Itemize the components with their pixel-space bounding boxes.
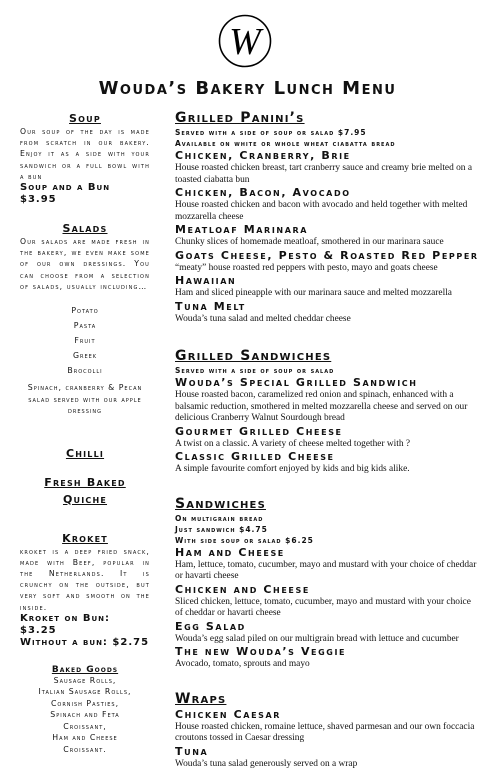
baked-item: Cornish Pasties, xyxy=(20,698,150,710)
section-subheading: On multigrain bread xyxy=(175,513,480,524)
soup-description: Our soup of the day is made from scratch in our bakery. Enjoy it as a side with your sandwich or a full bowl with a bun xyxy=(20,126,150,182)
salad-item: Pasta xyxy=(20,318,150,333)
chilli-heading: Chilli xyxy=(20,447,150,460)
section-grilled-sandwiches xyxy=(175,348,480,476)
section-wraps xyxy=(175,691,480,770)
menu-item-description: A twist on a classic. A variety of cheese melted together with ? xyxy=(175,439,480,451)
baked-goods-block xyxy=(20,665,150,756)
salads-heading: Salads xyxy=(20,222,150,235)
menu-item-description: Wouda’s tuna salad generously served on a wrap xyxy=(175,759,480,770)
salad-item: Fruit xyxy=(20,333,150,348)
salad-item: Greek xyxy=(20,348,150,363)
menu-item-description: Chunky slices of homemade meatloaf, smothered in our marinara sauce xyxy=(175,237,480,249)
menu-item-description: Ham and sliced pineapple with our marinara sauce and melted mozzarella xyxy=(175,288,480,300)
menu-item-description: Ham, lettuce, tomato, cucumber, mayo and mustard with your choice of cheddar or havarti cheese xyxy=(175,560,480,583)
menu-item-name: Ham and Cheese xyxy=(175,546,480,560)
salads-block xyxy=(20,222,150,417)
section-subheading: Served with a side of soup or salad $7.95 xyxy=(175,127,480,138)
baked-item: Croissant, xyxy=(20,721,150,733)
section-subheading: With side soup or salad $6.25 xyxy=(175,535,480,546)
section-heading: Wraps xyxy=(175,691,480,708)
menu-title: Wouda’s Bakery Lunch Menu xyxy=(0,78,495,99)
menu-item-description: Wouda’s egg salad piled on our multigrain bread with lettuce and cucumber xyxy=(175,634,480,646)
kroket-without-bun-price: Without a bun: $2.75 xyxy=(20,637,150,649)
section-subheading: Just sandwich $4.75 xyxy=(175,524,480,535)
section-subheading: Served with a side of soup or salad xyxy=(175,365,480,376)
soup-block xyxy=(20,112,150,206)
section-heading: Grilled Panini’s xyxy=(175,110,480,127)
menu-item-name: Meatloaf Marinara xyxy=(175,223,480,237)
left-column xyxy=(20,112,150,755)
soup-price-label: Soup and a Bun xyxy=(20,182,150,194)
menu-item-description: House roasted chicken, romaine lettuce, shaved parmesan and our own foccacia croutons tossed in Caesar dressing xyxy=(175,722,480,745)
menu-item-description: House roasted bacon, caramelized red onion and spinach, enhanced with a balsamic reduction, smothered in melted mozzarella cheese and served on our delicious Cranberry Walnut Sourdough bread xyxy=(175,390,480,425)
salad-item: Brocolli xyxy=(20,363,150,378)
logo-letter: W xyxy=(229,21,264,63)
baked-item: Italian Sausage Rolls, xyxy=(20,686,150,698)
menu-item-name: Gourmet Grilled Cheese xyxy=(175,425,480,439)
baked-item: Sausage Rolls, xyxy=(20,675,150,687)
menu-item-description: House roasted chicken breast, tart cranberry sauce and creamy brie melted on a toasted ciabatta bun xyxy=(175,163,480,186)
menu-item-name: The new Wouda’s Veggie xyxy=(175,645,480,659)
section-subheading: Available on white or whole wheat ciabatta bread xyxy=(175,138,480,149)
kroket-on-bun-price: Kroket on Bun: $3.25 xyxy=(20,613,150,637)
menu-item-name: Chicken, Bacon, Avocado xyxy=(175,186,480,200)
menu-item-description: Sliced chicken, lettuce, tomato, cucumber, mayo and mustard with your choice of cheddar or havarti cheese xyxy=(175,597,480,620)
kroket-heading: Kroket xyxy=(20,532,150,545)
menu-item-description: A simple favourite comfort enjoyed by kids and big kids alike. xyxy=(175,464,480,476)
menu-item-description: “meaty” house roasted red peppers with pesto, mayo and goats cheese xyxy=(175,263,480,275)
salads-list xyxy=(20,303,150,378)
menu-item-description: House roasted chicken and bacon with avocado and held together with melted mozzarella cheese xyxy=(175,200,480,223)
kroket-block xyxy=(20,532,150,649)
menu-item-name: Wouda’s Special Grilled Sandwich xyxy=(175,376,480,390)
section-heading: Grilled Sandwiches xyxy=(175,348,480,365)
baked-item: Spinach and Feta xyxy=(20,709,150,721)
menu-item-name: Tuna Melt xyxy=(175,300,480,314)
section-sandwiches xyxy=(175,496,480,671)
menu-item-description: Avocado, tomato, sprouts and mayo xyxy=(175,659,480,671)
baked-goods-heading: Baked Goods xyxy=(20,665,150,675)
menu-item-name: Egg Salad xyxy=(175,620,480,634)
salads-description: Our salads are made fresh in the bakery, we even make some of our own dressings. You can choose from a selection of salads, usually including… xyxy=(20,236,150,292)
kroket-description: kroket is a deep fried snack, made with Beef, popular in the Netherlands. It is crunchy on the outside, but very soft and smooth on the inside. xyxy=(20,546,150,613)
right-column xyxy=(175,110,480,770)
menu-item-name: Tuna xyxy=(175,745,480,759)
baked-item: Ham and Cheese xyxy=(20,732,150,744)
menu-item-description: Wouda’s tuna salad and melted cheddar cheese xyxy=(175,314,480,326)
soup-heading: Soup xyxy=(20,112,150,125)
salad-special: Spinach, cranberry & Pecan salad served with our apple dressing xyxy=(20,382,150,417)
quiche-heading: Fresh Baked Quiche xyxy=(20,474,150,508)
menu-item-name: Goats Cheese, Pesto & Roasted Red Pepper xyxy=(175,249,480,263)
menu-item-name: Chicken Caesar xyxy=(175,708,480,722)
baked-item: Croissant. xyxy=(20,744,150,756)
salad-item: Potato xyxy=(20,303,150,318)
menu-item-name: Chicken and Cheese xyxy=(175,583,480,597)
section-heading: Sandwiches xyxy=(175,496,480,513)
menu-item-name: Hawaiian xyxy=(175,274,480,288)
bakery-logo xyxy=(218,14,272,68)
menu-item-name: Classic Grilled Cheese xyxy=(175,450,480,464)
section-grilled-paninis xyxy=(175,110,480,325)
menu-item-name: Chicken, Cranberry, Brie xyxy=(175,149,480,163)
soup-price: $3.95 xyxy=(20,194,150,206)
